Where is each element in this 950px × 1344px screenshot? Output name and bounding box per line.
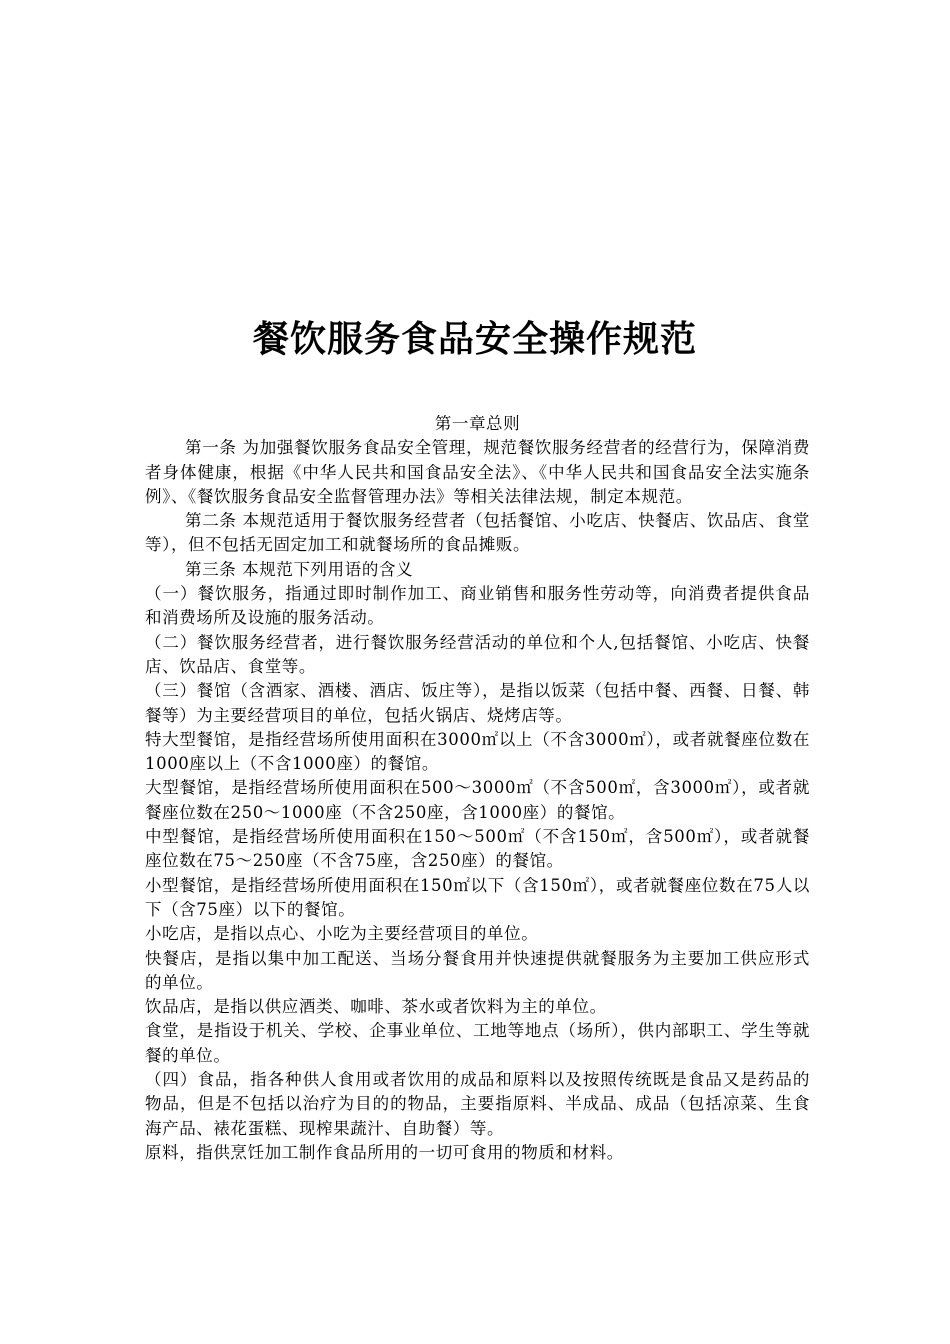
- definition-paragraph: （二）餐饮服务经营者，进行餐饮服务经营活动的单位和个人,包括餐馆、小吃店、快餐店、饮品店、食堂等。: [145, 632, 810, 676]
- definition-paragraph: 特大型餐馆，是指经营场所使用面积在3000㎡以上（不含3000㎡），或者就餐座位数在1000座以上（不含1000座）的餐馆。: [145, 729, 810, 774]
- document-title: 餐饮服务食品安全操作规范: [252, 319, 697, 360]
- definition-paragraph: （三）餐馆（含酒家、酒楼、酒店、饭庄等），是指以饭菜（包括中餐、西餐、日餐、韩餐等）为主要经营项目的单位，包括火锅店、烧烤店等。: [145, 681, 810, 725]
- definition-paragraph: （四）食品，指各种供人食用或者饮用的成品和原料以及按照传统既是食品又是药品的物品，但是不包括以治疗为目的的物品，主要指原料、半成品、成品（包括凉菜、生食海产品、裱花蛋糕、现榨果蔬汁、自助餐）等。: [145, 1070, 810, 1138]
- definition-paragraph: 大型餐馆，是指经营场所使用面积在500～3000㎡（不含500㎡，含3000㎡），或者就餐座位数在250～1000座（不含250座，含1000座）的餐馆。: [145, 778, 810, 822]
- definition-paragraph: 中型餐馆，是指经营场所使用面积在150～500㎡（不含150㎡，含500㎡），或者就餐座位数在75～250座（不含75座，含250座）的餐馆。: [145, 827, 810, 871]
- article-paragraph: 第一条 为加强餐饮服务食品安全管理，规范餐饮服务经营者的经营行为，保障消费者身体健康，根据《中华人民共和国食品安全法》、《中华人民共和国食品安全法实施条例》、《餐饮服务食品安全监督管理办法》等相关法律法规，制定本规范。: [145, 438, 810, 506]
- article-paragraph: 第三条 本规范下列用语的含义: [185, 559, 414, 579]
- definition-paragraph: （一）餐饮服务，指通过即时制作加工、商业销售和服务性劳动等，向消费者提供食品和消费场所及设施的服务活动。: [145, 584, 810, 628]
- definition-paragraph: 快餐店，是指以集中加工配送、当场分餐食用并快速提供就餐服务为主要加工供应形式的单位。: [145, 948, 810, 992]
- chapter-heading: 第一章总则: [434, 414, 521, 433]
- document-body: [145, 412, 810, 1165]
- article-paragraph: 第二条 本规范适用于餐饮服务经营者（包括餐馆、小吃店、快餐店、饮品店、食堂等），但不包括无固定加工和就餐场所的食品摊贩。: [145, 511, 810, 555]
- definition-paragraph: 原料，指供烹饪加工制作食品所用的一切可食用的物质和材料。: [145, 1142, 624, 1162]
- definition-paragraph: 小型餐馆，是指经营场所使用面积在150㎡以下（含150㎡），或者就餐座位数在75人以下（含75座）以下的餐馆。: [145, 875, 810, 919]
- definition-paragraph: 小吃店，是指以点心、小吃为主要经营项目的单位。: [145, 924, 539, 944]
- definition-paragraph: 饮品店，是指以供应酒类、咖啡、茶水或者饮料为主的单位。: [145, 997, 607, 1017]
- definition-paragraph: 食堂，是指设于机关、学校、企事业单位、工地等地点（场所），供内部职工、学生等就餐的单位。: [145, 1021, 810, 1065]
